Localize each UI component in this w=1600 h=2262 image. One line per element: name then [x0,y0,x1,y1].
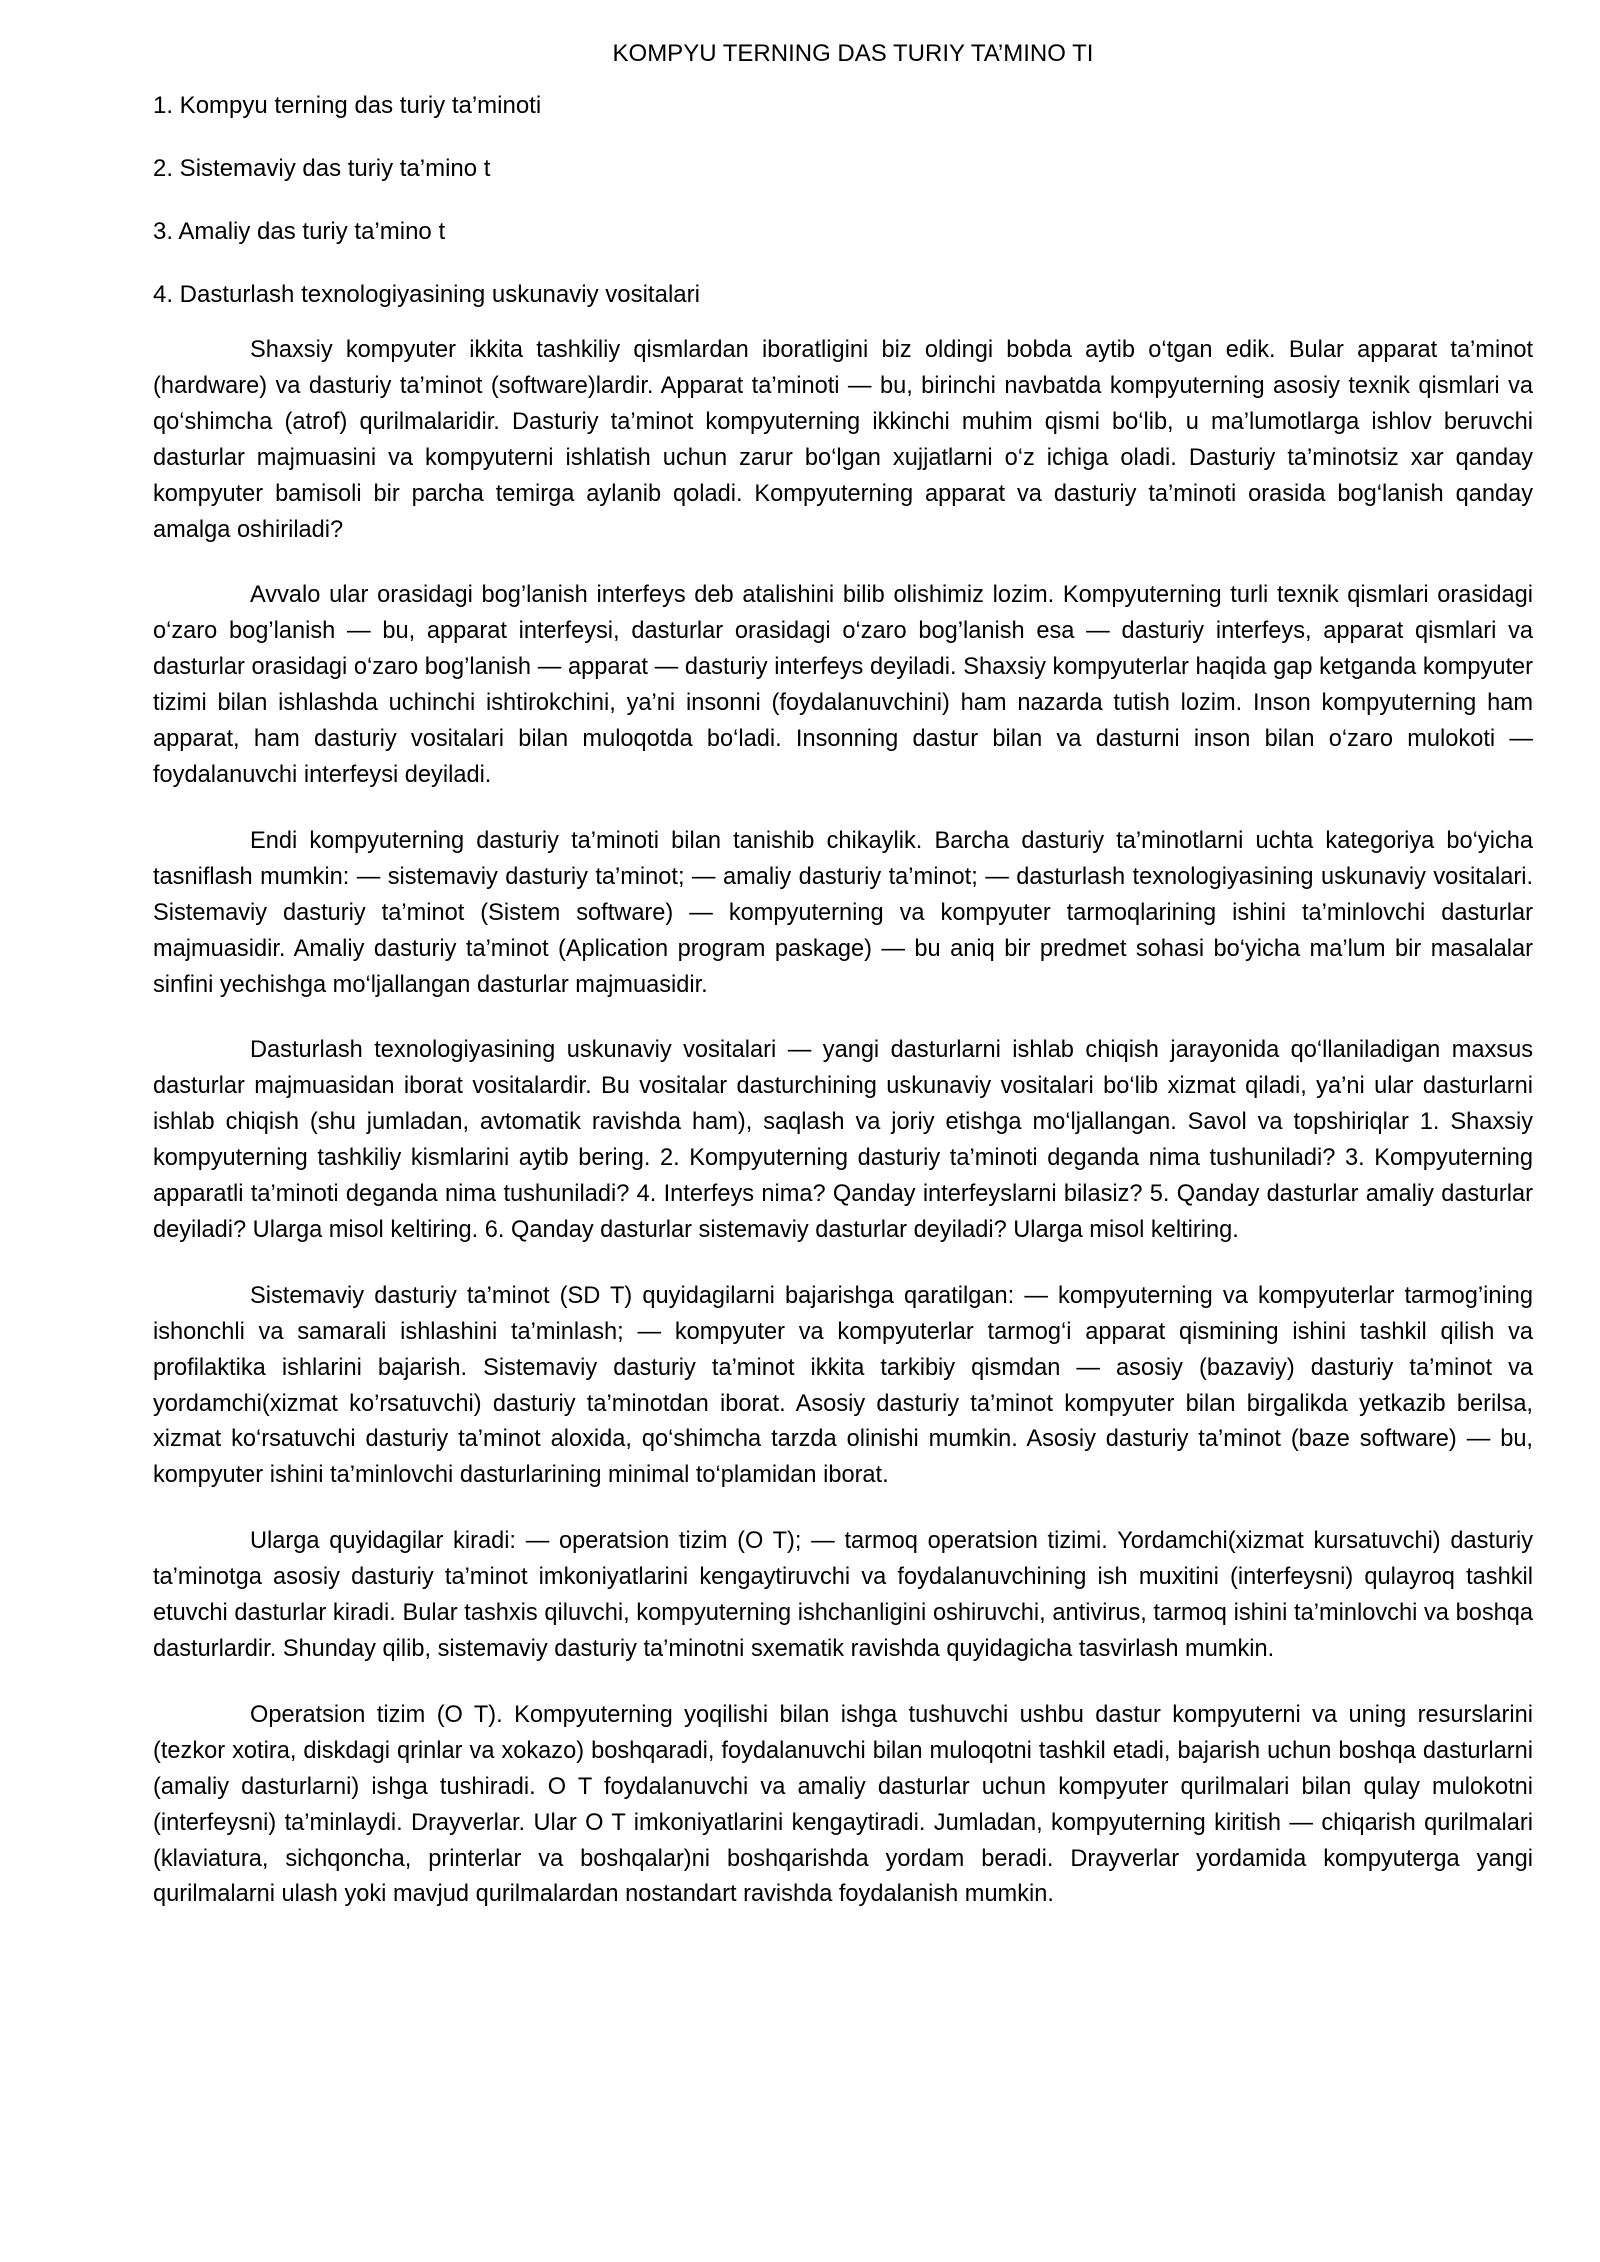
body-paragraph: Operatsion tizim (O T). Kompyuterning yoqilishi bilan ishga tushuvchi ushbu dastur kompyuterni va uning resurslarini (tezkor xotira, diskdagi qrinlar va xokazo) boshqaradi, foydalanuvchi bilan muloqotni tashkil etadi, bajarish uchun boshqa dasturlarni (amaliy dasturlarni) ishga tushiradi. O T foydalanuvchi va amaliy dasturlar uchun kompyuter qurilmalari bilan qulay mulokotni (interfeysni) ta’minlaydi. Drayverlar. Ular O T imkoniyatlarini kengaytiradi. Jumladan, kompyuterning kiritish — chiqarish qurilmalari (klaviatura, sichqoncha, printerlar va boshqalar)ni boshqarishda yordam beradi. Drayverlar yordamida kompyuterga yangi qurilmalarni ulash yoki mavjud qurilmalardan nostandart ravishda foydalanish mumkin. [153,1701,1533,1908]
topic-item: 1. Kompyu terning das turiy ta’minoti [153,92,542,119]
topic-list [153,90,1533,311]
topic-item: 2. Sistemaviy das turiy ta’mino t [153,155,491,182]
body-paragraph: Sistemaviy dasturiy ta’minot (SD T) quyidagilarni bajarishga qaratilgan: — kompyuterning va kompyuterlar tarmog’ining ishonchli va samarali ishlashini ta’minlash; — kompyuter va kompyuterlar tarmog‘i apparat qismining ishini tashkil qilish va profilaktika ishlarini bajarish. Sistemaviy dasturiy ta’minot ikkita tarkibiy qismdan — asosiy (bazaviy) dasturiy ta’minot va yordamchi(xizmat ko’rsatuvchi) dasturiy ta’minotdan iborat. Asosiy dasturiy ta’minot kompyuter bilan birgalikda yetkazib berilsa, xizmat ko‘rsatuvchi dasturiy ta’minot aloxida, qo‘shimcha tarzda olinishi mumkin. Asosiy dasturiy ta’minot (baze software) — bu, kompyuter ishini ta’minlovchi dasturlarining minimal to‘plamidan iborat. [153,1282,1533,1489]
body-paragraph: Ularga quyidagilar kiradi: — operatsion tizim (O T); — tarmoq operatsion tizimi. Yordamchi(xizmat kursatuvchi) dasturiy ta’minotga asosiy dasturiy ta’minot imkoniyatlarini kengaytiruvchi va foydalanuvchining ish muxitini (interfeysni) qulayroq tashkil etuvchi dasturlar kiradi. Bular tashxis qiluvchi, kompyuterning ishchanligini oshiruvchi, antivirus, tarmoq ishini ta’minlovchi va boshqa dasturlardir. Shunday qilib, sistemaviy dasturiy ta’minotni sxematik ravishda quyidagicha tasvirlash mumkin. [153,1528,1533,1662]
body-paragraph: Endi kompyuterning dasturiy ta’minoti bilan tanishib chikaylik. Barcha dasturiy ta’minotlarni uchta kategoriya bo‘yicha tasniflash mumkin: — sistemaviy dasturiy ta’minot; — amaliy dasturiy ta’minot; — dasturlash texnologiyasining uskunaviy vositalari. Sistemaviy dasturiy ta’minot (Sistem software) — kompyuterning va kompyuter tarmoqlarining ishini ta’minlovchi dasturlar majmuasidir. Amaliy dasturiy ta’minot (Aplication program paskage) — bu aniq bir predmet sohasi bo‘yicha ma’lum bir masalalar sinfini yechishga mo‘ljallangan dasturlar majmuasidir. [153,827,1533,998]
topic-item: 4. Dasturlash texnologiyasining uskunaviy vositalari [153,281,700,308]
document-title: KOMPYU TERNING DAS TURIY TA’MINO TI [612,40,1094,67]
document-page [153,38,1533,1943]
body-paragraph: Avvalo ular orasidagi bog’lanish interfeys deb atalishini bilib olishimiz lozim. Kompyuterning turli texnik qismlari orasidagi o‘zaro bog’lanish — bu, apparat interfeysi, dasturlar orasidagi o‘zaro bog’lanish esa — dasturiy interfeys, apparat qismlari va dasturlar orasidagi o‘zaro bog’lanish — apparat — dasturiy interfeys deyiladi. Shaxsiy kompyuterlar haqida gap ketganda kompyuter tizimi bilan ishlashda uchinchi ishtirokchini, ya’ni insonni (foydalanuvchini) ham nazarda tutish lozim. Inson kompyuterning ham apparat, ham dasturiy vositalari bilan muloqotda bo‘ladi. Insonning dastur bilan va dasturni inson bilan o‘zaro mulokoti — foydalanuvchi interfeysi deyiladi. [153,582,1533,788]
body-paragraph: Dasturlash texnologiyasining uskunaviy vositalari — yangi dasturlarni ishlab chiqish jarayonida qo‘llaniladigan maxsus dasturlar majmuasidan iborat vositalardir. Bu vositalar dasturchining uskunaviy vositalari bo‘lib xizmat qiladi, ya’ni ular dasturlarni ishlab chiqish (shu jumladan, avtomatik ravishda ham), saqlash va joriy etishga mo‘ljallangan. Savol va topshiriqlar 1. Shaxsiy kompyuterning tashkiliy kismlarini aytib bering. 2. Kompyuterning dasturiy ta’minoti deganda nima tushuniladi? 3. Kompyuterning apparatli ta’minoti deganda nima tushuniladi? 4. Interfeys nima? Qanday interfeyslarni bilasiz? 5. Qanday dasturlar amaliy dasturlar deyiladi? Ularga misol keltiring. 6. Qanday dasturlar sistemaviy dasturlar deyiladi? Ularga misol keltiring. [153,1037,1533,1243]
topic-item: 3. Amaliy das turiy ta’mino t [153,218,446,245]
body-paragraph: Shaxsiy kompyuter ikkita tashkiliy qismlardan iboratligini biz oldingi bobda aytib o‘tgan edik. Bular apparat ta’minot (hardware) va dasturiy ta’minot (software)lardir. Apparat ta’minoti — bu, birinchi navbatda kompyuterning asosiy texnik qismlari va qo‘shimcha (atrof) qurilmalaridir. Dasturiy ta’minot kompyuterning ikkinchi muhim qismi bo‘lib, u ma’lumotlarga ishlov beruvchi dasturlar majmuasini va kompyuterni ishlatish uchun zarur bo‘lgan xujjatlarni o‘z ichiga oladi. Dasturiy ta’minotsiz xar qanday kompyuter bamisoli bir parcha temirga aylanib qoladi. Kompyuterning apparat va dasturiy ta’minoti orasida bog‘lanish qanday amalga oshiriladi? [153,337,1533,543]
